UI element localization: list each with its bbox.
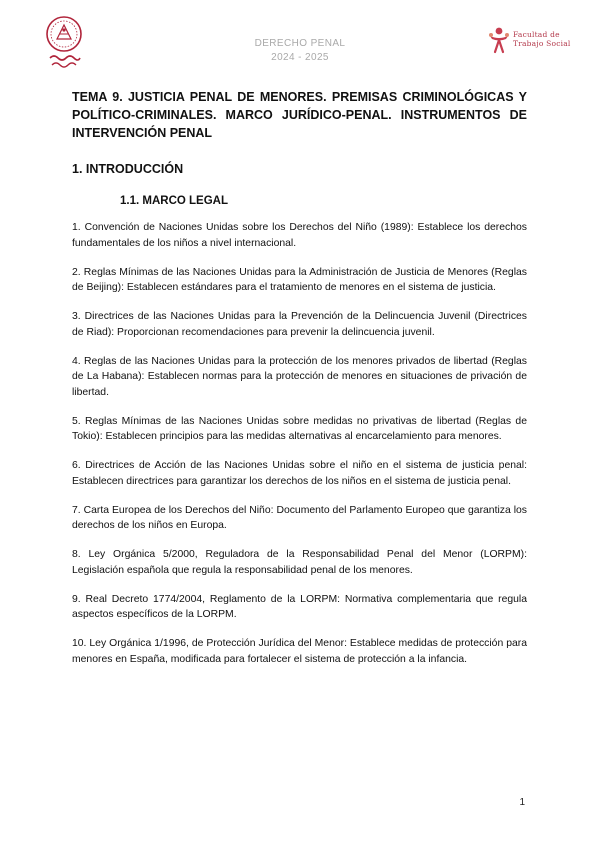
course-header: [200, 37, 400, 65]
faculty-emblem-icon: [487, 26, 511, 54]
list-item: 9. Real Decreto 1774/2004, Reglamento de la LORPM: Normativa complementaria que regula aspectos específicos de la LORPM.: [72, 593, 527, 620]
document-title: TEMA 9. JUSTICIA PENAL DE MENORES. PREMISAS CRIMINOLÓGICAS Y POLÍTICO-CRIMINALES. MARCO JURÍDICO-PENAL. INSTRUMENTOS DE INTERVENCIÓN PENAL: [72, 90, 527, 140]
list-item: 7. Carta Europea de los Derechos del Niño: Documento del Parlamento Europeo que garantiza los derechos de los niños en Europa.: [72, 504, 527, 531]
university-seal-icon: [40, 14, 88, 72]
list-item: 4. Reglas de las Naciones Unidas para la protección de los menores privados de libertad (Reglas de La Habana): Establecen normas para la protección de menores en situaciones de privación de libertad.: [72, 355, 527, 398]
page-number: 1: [519, 797, 525, 808]
faculty-name: Facultad de Trabajo Social: [513, 30, 571, 48]
list-item: 6. Directrices de Acción de las Naciones Unidas sobre el niño en el sistema de justicia penal: Establecen directrices para garantizar los derechos de los niños en el sistema de justicia penal.: [72, 460, 527, 487]
list-item: 3. Directrices de las Naciones Unidas para la Prevención de la Delincuencia Juvenil (Directrices de Riad): Proporcionan recomendaciones para prevenir la delincuencia juvenil.: [72, 311, 527, 338]
academic-year: 2024 - 2025: [271, 52, 329, 63]
list-item: 1. Convención de Naciones Unidas sobre los Derechos del Niño (1989): Establece los derechos fundamentales de los niños a nivel internacional.: [72, 222, 527, 249]
course-name: DERECHO PENAL: [254, 38, 346, 49]
legal-framework-list: [72, 220, 527, 667]
list-item: 8. Ley Orgánica 5/2000, Reguladora de la Responsabilidad Penal del Menor (LORPM): Legislación española que regula la responsabilidad penal de los menores.: [72, 549, 527, 576]
subsection-heading: 1.1. MARCO LEGAL: [120, 195, 228, 207]
university-logo: [40, 14, 88, 72]
list-item: 2. Reglas Mínimas de las Naciones Unidas para la Administración de Justicia de Menores (Reglas de Beijing): Establecen estándares para el tratamiento de menores en el sistema de justicia.: [72, 266, 527, 293]
section-heading: 1. INTRODUCCIÓN: [72, 162, 184, 176]
list-item: 10. Ley Orgánica 1/1996, de Protección Jurídica del Menor: Establece medidas de protección para menores en España, modificada para fortalecer el sistema de protección a la infancia.: [72, 638, 527, 665]
faculty-logo: [487, 26, 577, 56]
list-item: 5. Reglas Mínimas de las Naciones Unidas sobre medidas no privativas de libertad (Reglas de Tokio): Establecen principios para las medidas alternativas al encarcelamiento para menores.: [72, 415, 527, 442]
document-body: [72, 88, 527, 681]
page-header: [0, 8, 600, 72]
